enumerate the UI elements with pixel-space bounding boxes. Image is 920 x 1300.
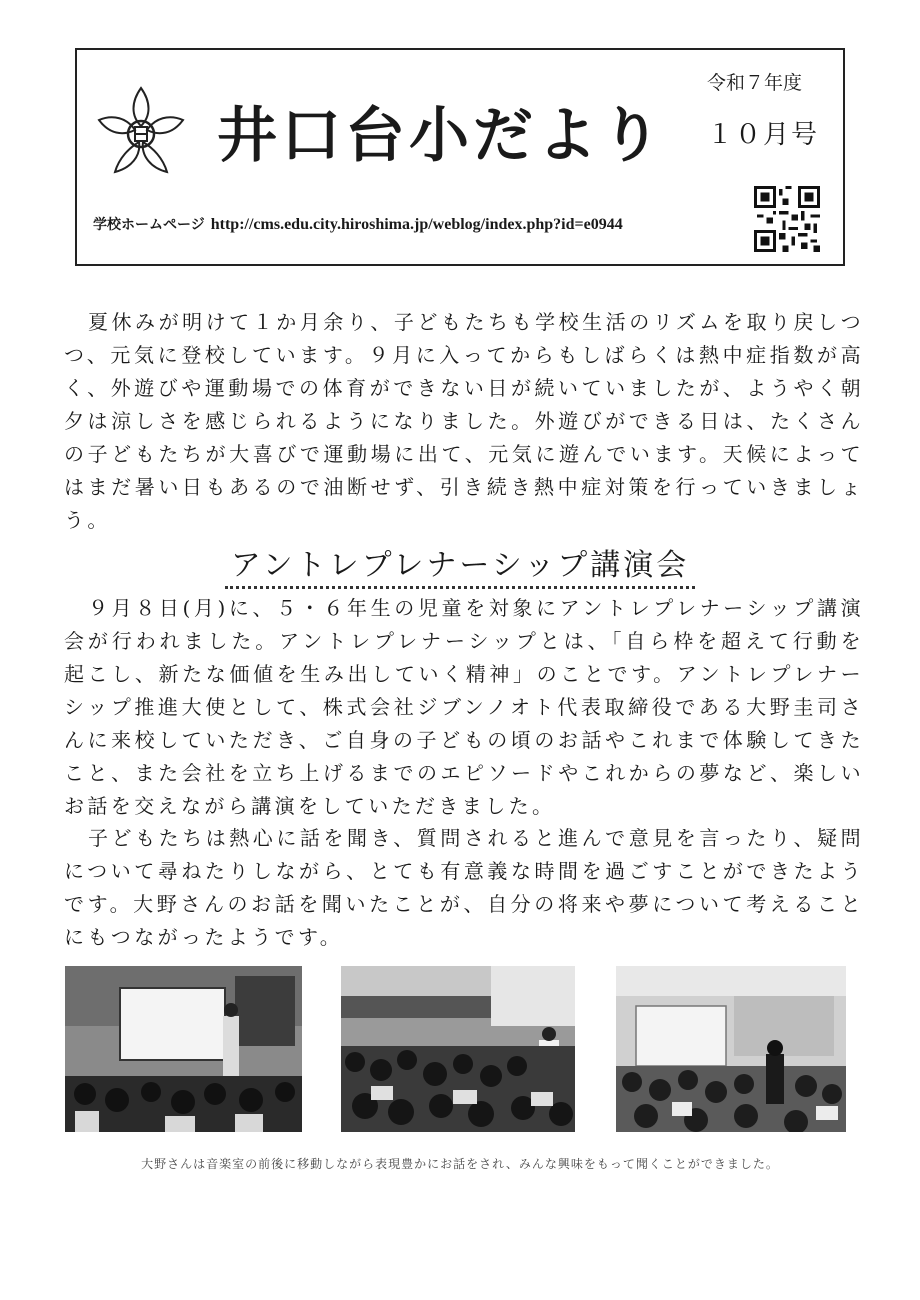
homepage-label: 学校ホームページ	[93, 217, 205, 233]
section-heading	[0, 540, 920, 589]
homepage-link[interactable]: http://cms.edu.city.hiroshima.jp/weblog/index.php?id=e0944	[210, 216, 623, 233]
newsletter-title: 井口台小だより	[217, 101, 665, 171]
intro-paragraph: 夏休みが明けて１か月余り、子どもたちも学校生活のリズムを取り戻しつつ、元気に登校しています。９月に入ってからもしばらくは熱中症指数が高く、外遊びや運動場での体育ができない日が続いていましたが、ようやく朝夕は涼しさを感じられるようになりました。外遊びができる日は、たくさんの子どもたちが大喜びで運動場に出て、元気に遊んでいます。天候によってはまだ暑い日もあるので油断せず、引き続き熱中症対策を行っていきましょう。	[64, 310, 864, 532]
lecture-photo-students	[341, 966, 575, 1132]
lecture-photo-projector	[65, 966, 302, 1132]
photo-caption: 大野さんは音楽室の前後に移動しながら表現豊かにお話をされ、みんな興味をもって聞くことができました。	[141, 1157, 779, 1171]
issue-number: １０月号	[707, 120, 820, 150]
fiscal-year: 令和７年度	[707, 72, 803, 94]
section-title-text: アントレプレナーシップ講演会	[225, 540, 695, 589]
school-emblem-icon	[91, 80, 191, 180]
qr-code-icon	[754, 186, 820, 252]
lecture-paragraph-2: 子どもたちは熱心に話を聞き、質問されると進んで意見を言ったり、疑問について尋ねたりしながら、とても有意義な時間を過ごすことができたようです。大野さんのお話を聞いたことが、自分の将来や夢について考えることにもつながったようです。	[64, 826, 864, 949]
newsletter-header	[75, 48, 845, 266]
homepage-row	[93, 214, 623, 234]
lecture-paragraph-1: ９月８日(月)に、５・６年生の児童を対象にアントレプレナーシップ講演会が行われました。アントレプレナーシップとは、「自ら枠を超えて行動を起こし、新たな価値を生み出していく精神」のことです。アントレプレナーシップ推進大使として、株式会社ジブンノオト代表取締役である大野圭司さんに来校していただき、ご自身の子どもの頃のお話やこれまで体験してきたこと、また会社を立ち上げるまでのエピソードやこれからの夢など、楽しいお話を交えながら講演をしていただきました。	[64, 596, 864, 818]
lecture-photo-room	[616, 966, 846, 1132]
